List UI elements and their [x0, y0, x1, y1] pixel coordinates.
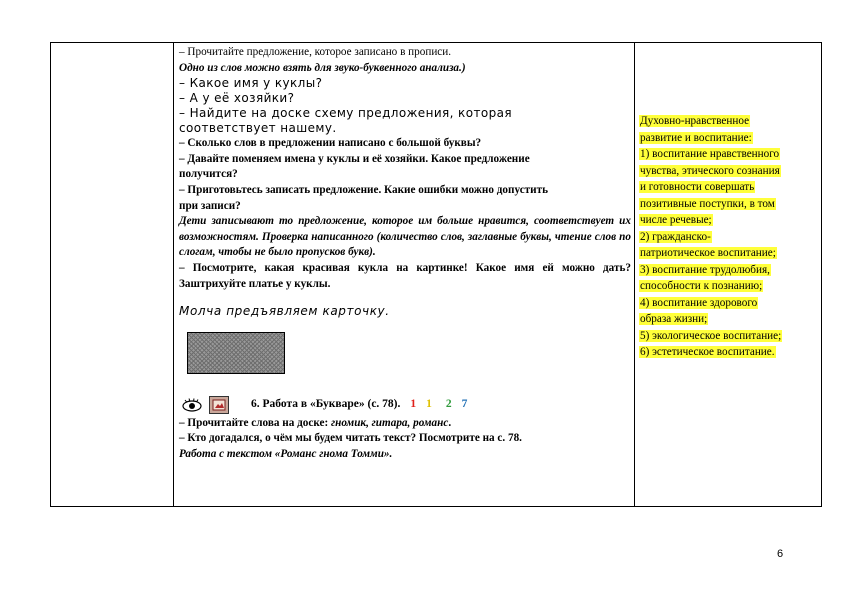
picture-icon: [209, 396, 229, 414]
question-owner: – А у её хозяйки?: [179, 91, 295, 106]
goal-line: 2) гражданско-: [640, 230, 711, 243]
goal-line: образа жизни;: [640, 313, 708, 325]
question-guess: – Кто догадался, о чём мы будем читать текст? Посмотрите на с. 78.: [179, 432, 522, 445]
section-title: 6. Работа в «Букваре» (с. 78).: [251, 397, 401, 410]
goal-line: и готовности совершать: [640, 181, 755, 193]
goal-line: числе речевые;: [640, 214, 712, 226]
read-words-prefix: – Прочитайте слова на доске:: [179, 416, 332, 429]
lesson-content-cell: [179, 45, 631, 463]
question-scheme-2: соответствует нашему.: [179, 121, 337, 136]
education-goals-cell: [639, 113, 819, 361]
goals-title-2: развитие и воспитание:: [640, 131, 752, 144]
goal-line: 3) воспитание трудолюбия,: [640, 263, 770, 276]
analysis-note: Одно из слов можно взять для звуко-буквенного анализа.): [179, 61, 466, 74]
column-divider-right: [634, 43, 635, 506]
goal-line: чувства, этического сознания: [640, 164, 780, 177]
goal-line: способности к познанию;: [640, 280, 763, 292]
card-instruction: Молча предъявляем карточку.: [179, 304, 390, 319]
goals-title-1: Духовно-нравственное: [640, 115, 750, 127]
read-words-suffix: .: [448, 416, 452, 429]
section-number-3: 2: [445, 397, 452, 410]
question-doll-name: – Какое имя у куклы?: [179, 76, 323, 91]
children-writing-note: Дети записывают то предложение, которое им больше нравится, соответствует их возможностям. Проверка написанного (количество слов, заглавные буквы, чтение слов по слогам, чтобы не было пропусков букв).: [179, 215, 631, 259]
goal-line: 4) воспитание здорового: [640, 296, 758, 309]
question-scheme-1: – Найдите на доске схему предложения, которая: [179, 106, 512, 121]
lesson-table: [50, 42, 822, 507]
section-number-2: 1: [426, 397, 432, 410]
goal-line: 6) эстетическое воспитание.: [640, 346, 775, 358]
goal-line: 5) экологическое воспитание;: [640, 329, 782, 342]
read-words-list: гномик, гитара, романс: [331, 416, 449, 429]
section-number-4: 7: [461, 397, 468, 410]
question-capital-letters: – Сколько слов в предложении написано с большой буквы?: [179, 137, 482, 150]
question-look-doll: – Посмотрите, какая красивая кукла на картинке! Какое имя ей можно дать? Заштрихуйте платье у куклы.: [179, 261, 631, 290]
hatched-card: [187, 332, 285, 374]
eye-icon: [181, 397, 203, 413]
work-with-text: Работа с текстом «Романс гнома Томми».: [179, 447, 393, 460]
goal-line: патриотическое воспитание;: [640, 247, 776, 259]
read-words-line: [179, 416, 631, 432]
section-number-1: 1: [410, 397, 417, 410]
column-divider-left: [173, 43, 174, 506]
question-prepare-1: – Приготовьтесь записать предложение. Какие ошибки можно допустить: [179, 183, 549, 196]
question-swap-names-1: – Давайте поменяем имена у куклы и её хозяйки. Какое предложение: [179, 152, 530, 165]
question-swap-names-2: получится?: [179, 168, 238, 181]
section-header: [179, 394, 631, 416]
read-sentence-line: – Прочитайте предложение, которое записано в прописи.: [179, 46, 452, 58]
goal-line: позитивные поступки, в том: [640, 197, 775, 210]
goal-line: 1) воспитание нравственного: [640, 148, 780, 160]
page-number: 6: [777, 548, 784, 560]
question-prepare-2: при записи?: [179, 199, 241, 212]
